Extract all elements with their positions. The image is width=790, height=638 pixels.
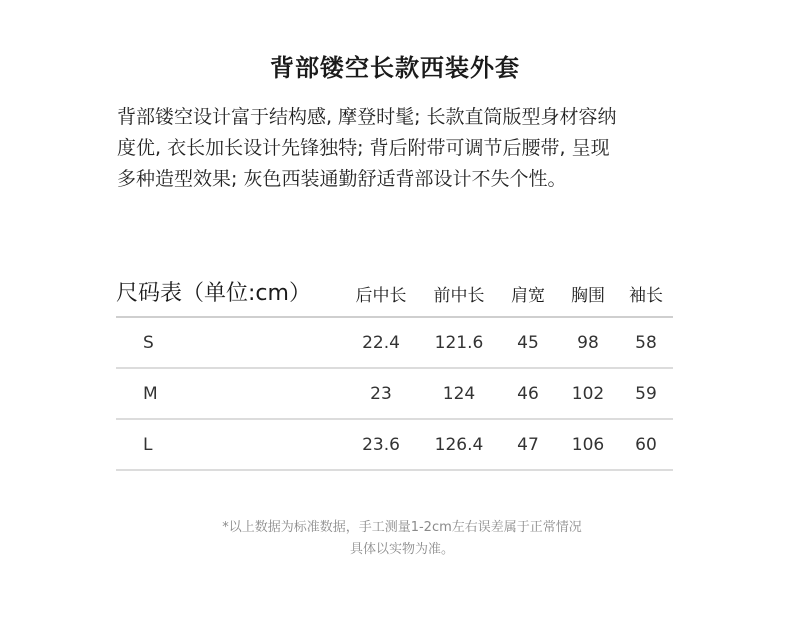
table-cell: 47 (517, 435, 539, 455)
table-cell: 106 (571, 435, 605, 455)
description-line: 度优, 衣长加长设计先锋独特; 背后附带可调节后腰带, 呈现 (117, 137, 610, 159)
page-title: 背部镂空长款西装外套 (270, 54, 520, 82)
table-cell: 59 (635, 384, 657, 404)
description-line: 背部镂空设计富于结构感, 摩登时髦; 长款直筒版型身材容纳 (117, 106, 617, 128)
table-cell: 23.6 (362, 435, 400, 455)
measurement-note (0, 517, 790, 561)
table-cell: 102 (571, 384, 605, 404)
column-header-shoulder: 肩宽 (511, 286, 545, 306)
table-row-s (116, 318, 673, 369)
size-label: L (143, 435, 153, 455)
table-cell: 124 (442, 384, 476, 404)
size-table-header (116, 274, 673, 318)
column-header-sleeve: 袖长 (629, 286, 663, 306)
table-cell: 126.4 (434, 435, 484, 455)
table-cell: 45 (517, 333, 539, 353)
description-line: 多种造型效果; 灰色西装通勤舒适背部设计不失个性。 (117, 168, 567, 190)
table-row-m (116, 369, 673, 420)
note-line: *以上数据为标准数据，手工测量1-2cm左右误差属于正常情况 (222, 520, 582, 535)
size-label: M (143, 384, 158, 404)
size-table (116, 274, 673, 471)
table-row-l (116, 420, 673, 471)
table-cell: 22.4 (362, 333, 400, 353)
table-cell: 121.6 (434, 333, 484, 353)
note-line: 具体以实物为准。 (349, 542, 454, 557)
table-cell: 60 (635, 435, 657, 455)
table-cell: 58 (635, 333, 657, 353)
table-cell: 98 (577, 333, 599, 353)
product-description (117, 102, 687, 195)
column-header-back-length: 后中长 (355, 286, 407, 306)
size-table-caption: 尺码表（单位:cm） (116, 281, 311, 306)
column-header-front-length: 前中长 (433, 286, 485, 306)
table-cell: 23 (370, 384, 392, 404)
table-cell: 46 (517, 384, 539, 404)
column-header-chest: 胸围 (571, 286, 605, 306)
size-label: S (143, 333, 154, 353)
